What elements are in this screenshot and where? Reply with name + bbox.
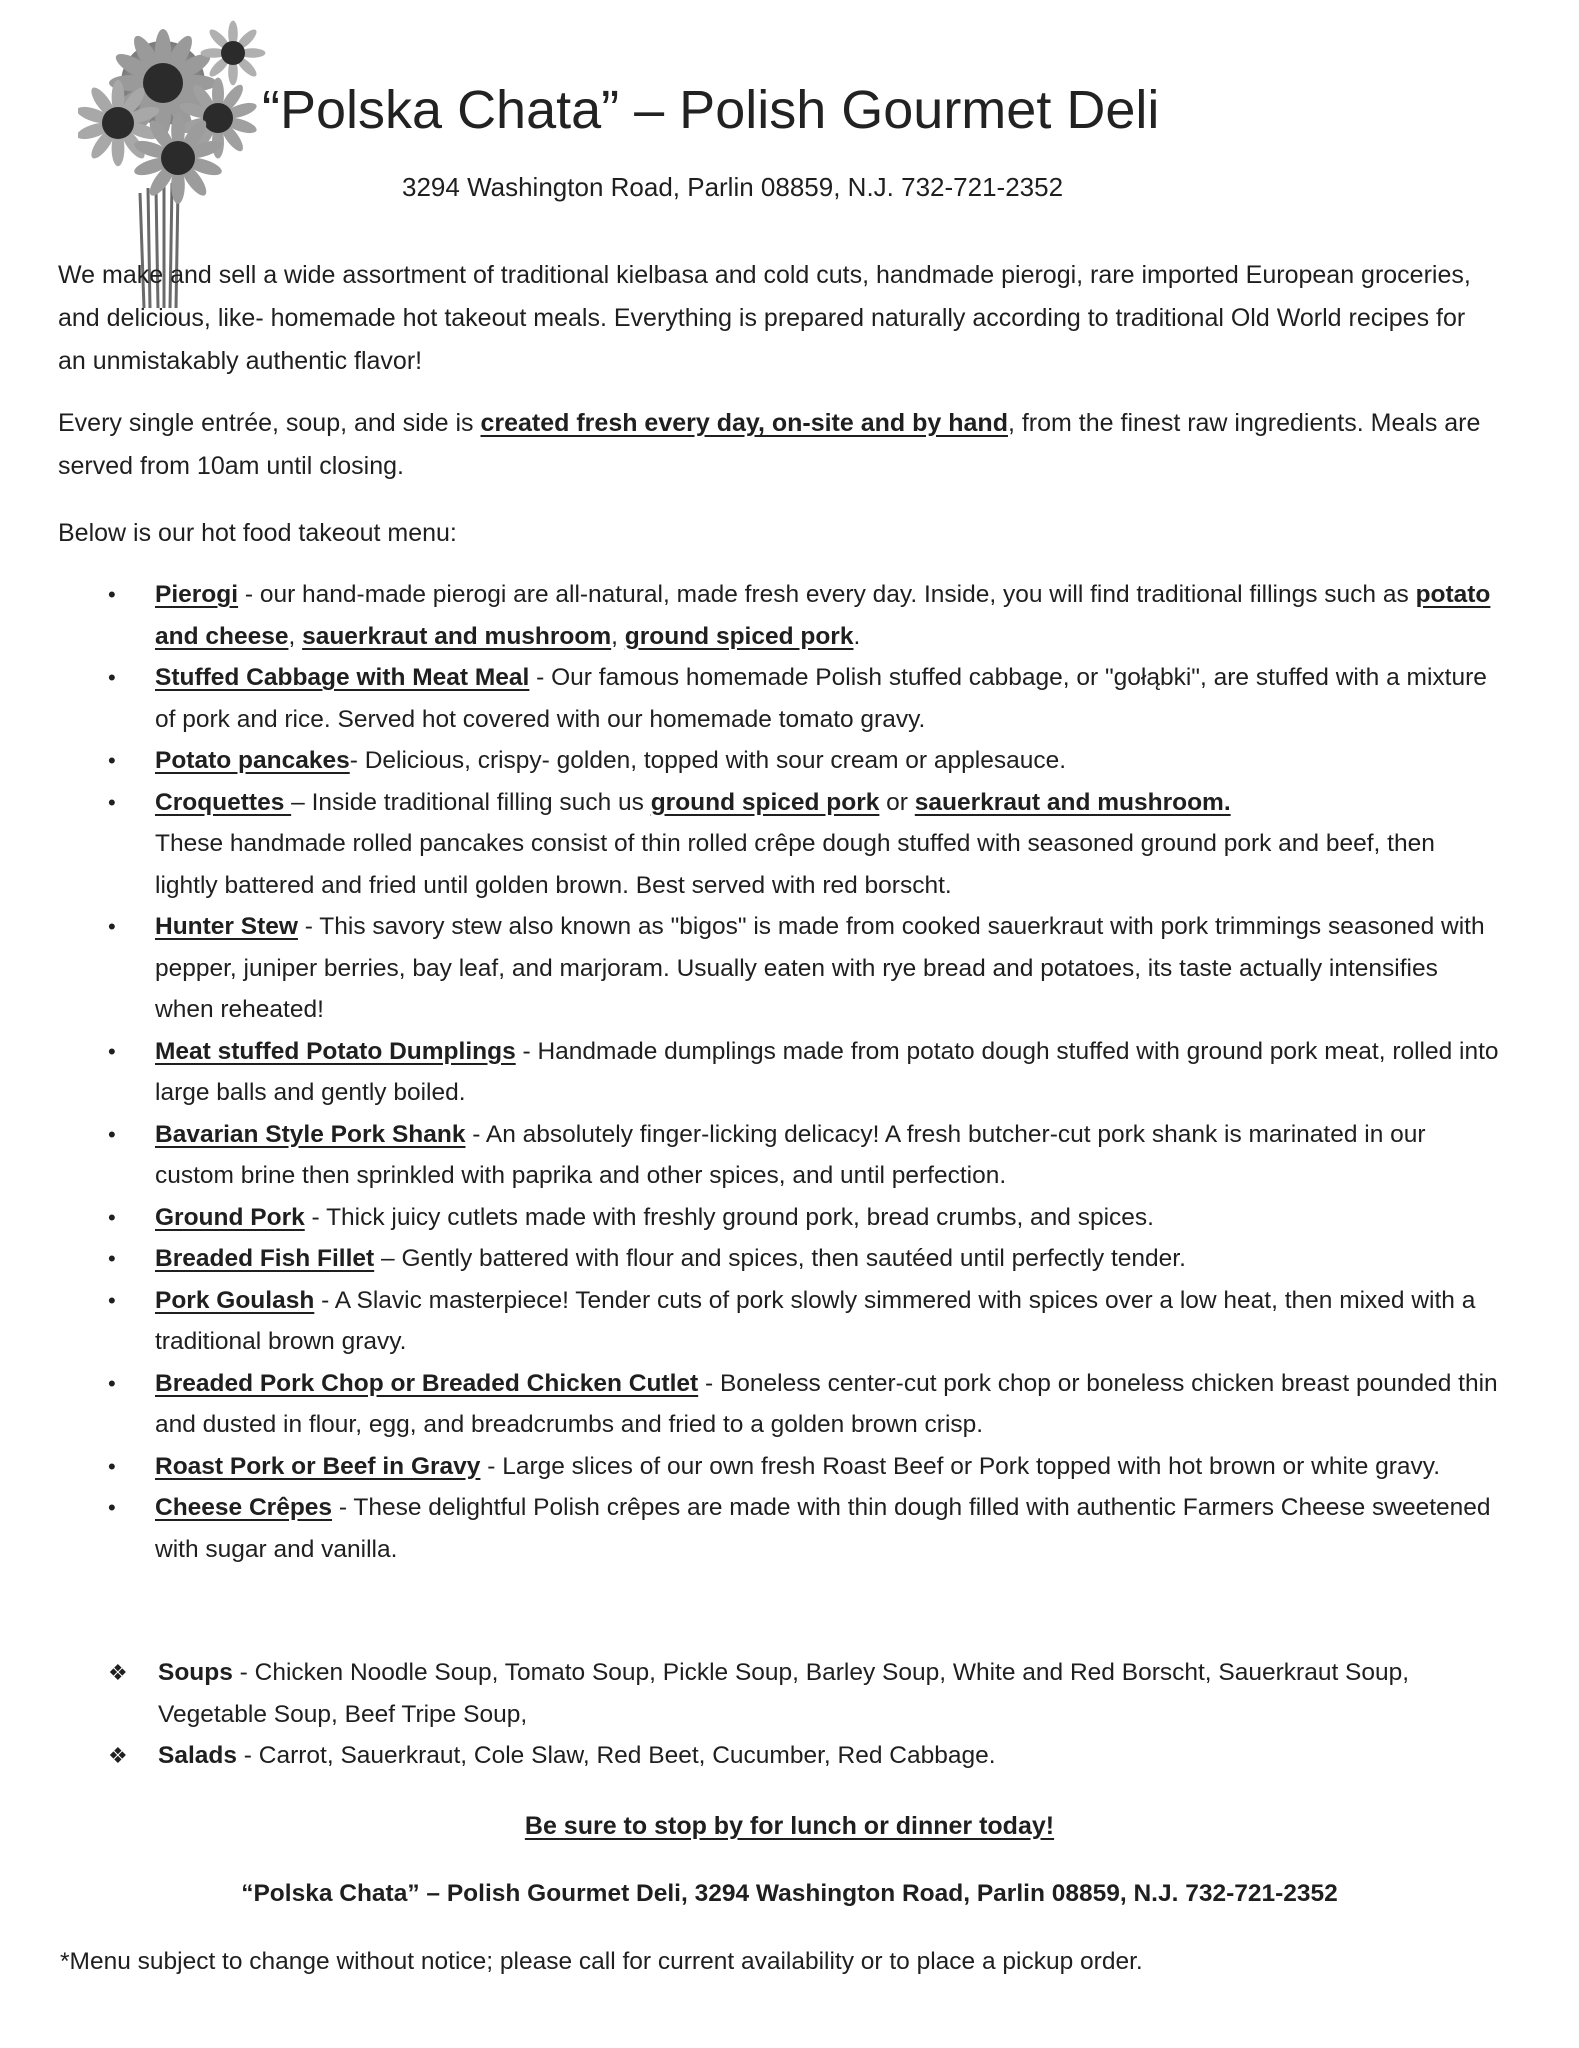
extras-desc: - Chicken Noodle Soup, Tomato Soup, Pickle Soup, Barley Soup, White and Red Borscht, Sauerkraut Soup, Vegetable Soup, Beef Tripe Soup, bbox=[158, 1659, 1410, 1728]
menu-item-desc: This savory stew also known as "bigos" is made from cooked sauerkraut with pork trimmings seasoned with pepper, juniper berries, bay leaf, and marjoram. Usually eaten with rye bread and potatoes, its taste actually intensifies when reheated! bbox=[155, 913, 1485, 1023]
menu-item-name: Pierogi bbox=[155, 581, 239, 608]
menu-item-desc: Gently battered with flour and spices, then sautéed until perfectly tender. bbox=[401, 1245, 1186, 1272]
menu-item-sep: - bbox=[238, 581, 260, 608]
menu-item-pork-shank bbox=[100, 1114, 1500, 1197]
extras-name: Salads bbox=[158, 1742, 237, 1769]
bullet-icon: • bbox=[108, 1246, 116, 1271]
menu-item-desc: Inside traditional filling such us bbox=[311, 788, 651, 816]
menu-item-sep: – bbox=[291, 788, 312, 816]
header-address: 3294 Washington Road, Parlin 08859, N.J. 732-721-2352 bbox=[402, 172, 1064, 202]
footer-contact: “Polska Chata” – Polish Gourmet Deli, 3294 Washington Road, Parlin 08859, N.J. 732-721-2352 bbox=[241, 1880, 1338, 1907]
menu-item-stuffed-cabbage bbox=[100, 657, 1500, 740]
bullet-icon: • bbox=[108, 748, 116, 773]
menu-item-sep: - bbox=[314, 1286, 335, 1314]
menu-item-name: Croquettes bbox=[155, 788, 292, 816]
bullet-icon: • bbox=[108, 582, 116, 607]
page-title: “Polska Chata” – Polish Gourmet Deli bbox=[262, 80, 1160, 140]
menu-item-desc: Large slices of our own fresh Roast Beef or Pork topped with hot brown or white gravy. bbox=[502, 1452, 1441, 1480]
menu-item-name: Hunter Stew bbox=[155, 913, 298, 940]
menu-item-fish-fillet bbox=[100, 1238, 1500, 1280]
comma: , bbox=[611, 622, 625, 650]
bullet-icon: • bbox=[108, 1204, 116, 1230]
menu-intro: Below is our hot food takeout menu: bbox=[58, 519, 457, 547]
menu-item-potato-pancakes bbox=[100, 740, 1500, 782]
menu-item-desc: Our famous homemade Polish stuffed cabbage, or "gołąbki", are stuffed with a mixture of pork and rice. Served hot covered with our homemade tomato gravy. bbox=[155, 664, 1487, 733]
bullet-icon: • bbox=[108, 1495, 116, 1520]
intro-paragraph: We make and sell a wide assortment of traditional kielbasa and cold cuts, handmade pierogi, rare imported European groceries, and delicious, like- homemade hot takeout meals. Everything is prepared naturally according to traditional Old World recipes for an unmistakably authentic flavor! bbox=[58, 261, 1471, 375]
menu-item-sep: - bbox=[465, 1120, 486, 1148]
bullet-icon: • bbox=[108, 1370, 116, 1396]
menu-item-name: Cheese Crêpes bbox=[155, 1494, 333, 1521]
comma: , bbox=[288, 622, 303, 650]
bullet-icon: • bbox=[108, 1038, 116, 1064]
menu-item-hunter-stew bbox=[100, 906, 1500, 1031]
extras-desc: - Carrot, Sauerkraut, Cole Slaw, Red Beet, Cucumber, Red Cabbage. bbox=[237, 1742, 996, 1769]
bullet-icon: • bbox=[108, 1121, 116, 1147]
bullet-icon: • bbox=[108, 665, 116, 690]
filling-potato-cheese: potato and cheese bbox=[155, 581, 1491, 650]
menu-item-croquettes bbox=[100, 782, 1500, 907]
menu-item-desc-more: These handmade rolled pancakes consist of thin rolled crêpe dough stuffed with seasoned ground pork and beef, then lightly battered and fried until golden brown. Best served with red borscht. bbox=[155, 830, 1435, 899]
menu-item-desc: Delicious, crispy- golden, topped with sour cream or applesauce. bbox=[364, 747, 1067, 774]
menu-item-name: Bavarian Style Pork Shank bbox=[155, 1120, 466, 1148]
hot-food-menu-list bbox=[100, 574, 1500, 1570]
fresh-emphasis: created fresh every day, on-site and by hand bbox=[480, 409, 1008, 437]
menu-item-sep: - bbox=[515, 1037, 538, 1065]
extras-soups bbox=[108, 1652, 1508, 1735]
menu-item-name: Ground Pork bbox=[155, 1203, 305, 1231]
menu-item-name: Meat stuffed Potato Dumplings bbox=[155, 1037, 516, 1065]
menu-item-desc: These delightful Polish crêpes are made with thin dough filled with authentic Farmers Cheese sweetened with sugar and vanilla. bbox=[155, 1494, 1491, 1563]
menu-disclaimer: *Menu subject to change without notice; please call for current availability or to place a pickup order. bbox=[60, 1948, 1143, 1975]
menu-item-roast-pork bbox=[100, 1446, 1500, 1488]
filling-sauerkraut-mushroom: sauerkraut and mushroom bbox=[302, 622, 612, 650]
filling-ground-spiced-pork: ground spiced pork bbox=[650, 788, 880, 816]
menu-item-sep: - bbox=[297, 913, 320, 940]
extras-list bbox=[108, 1652, 1508, 1777]
menu-item-pierogi bbox=[100, 574, 1500, 657]
menu-item-sep: - bbox=[332, 1494, 354, 1521]
bullet-icon: • bbox=[108, 1453, 116, 1479]
filling-ground-spiced-pork: ground spiced pork bbox=[624, 622, 854, 650]
menu-item-sep: - bbox=[698, 1369, 720, 1397]
fresh-text-after: , from the finest raw ingredients. Meals are served from 10am until closing. bbox=[58, 409, 1481, 480]
menu-item-desc: Boneless center-cut pork chop or boneless chicken breast pounded thin and dusted in flour, egg, and breadcrumbs and fried to a golden brown crisp. bbox=[155, 1369, 1498, 1438]
menu-item-sep: - bbox=[529, 664, 552, 691]
diamond-bullet-icon: ❖ bbox=[108, 1660, 128, 1685]
menu-item-pork-chop bbox=[100, 1363, 1500, 1446]
menu-item-potato-dumplings bbox=[100, 1031, 1500, 1114]
menu-item-sep: - bbox=[304, 1203, 327, 1231]
menu-item-desc: Handmade dumplings made from potato dough stuffed with ground pork meat, rolled into large balls and gently boiled. bbox=[155, 1037, 1499, 1106]
bullet-icon: • bbox=[108, 914, 116, 939]
menu-item-name: Stuffed Cabbage with Meat Meal bbox=[155, 664, 530, 691]
diamond-bullet-icon: ❖ bbox=[108, 1743, 128, 1768]
filling-sauerkraut-mushroom: sauerkraut and mushroom. bbox=[914, 788, 1231, 816]
call-to-action-text: Be sure to stop by for lunch or dinner today! bbox=[524, 1812, 1055, 1840]
fresh-text-before: Every single entrée, soup, and side is bbox=[58, 409, 481, 437]
extras-salads bbox=[108, 1735, 1508, 1777]
menu-item-desc: our hand-made pierogi are all-natural, made fresh every day. Inside, you will find traditional fillings such as bbox=[259, 581, 1416, 608]
extras-name: Soups bbox=[158, 1659, 233, 1686]
menu-item-sep: - bbox=[349, 747, 365, 774]
menu-item-desc: A Slavic masterpiece! Tender cuts of pork slowly simmered with spices over a low heat, then mixed with a traditional brown gravy. bbox=[155, 1286, 1476, 1355]
menu-item-name: Breaded Pork Chop or Breaded Chicken Cutlet bbox=[155, 1369, 699, 1397]
bullet-icon: • bbox=[108, 1287, 116, 1313]
fresh-paragraph bbox=[58, 402, 1498, 488]
menu-item-sep: - bbox=[480, 1452, 503, 1480]
menu-item-sep: – bbox=[374, 1245, 402, 1272]
connector: or bbox=[879, 788, 915, 816]
menu-item-name: Potato pancakes bbox=[155, 747, 350, 774]
call-to-action bbox=[0, 1808, 1579, 1844]
bullet-icon: • bbox=[108, 789, 116, 815]
menu-item-desc: An absolutely finger-licking delicacy! A fresh butcher-cut pork shank is marinated in our custom brine then sprinkled with paprika and other spices, and until perfection. bbox=[155, 1120, 1426, 1189]
menu-item-cheese-crepes bbox=[100, 1487, 1500, 1570]
menu-item-name: Breaded Fish Fillet bbox=[155, 1245, 375, 1272]
menu-item-ground-pork bbox=[100, 1197, 1500, 1239]
period: . bbox=[853, 622, 861, 650]
menu-item-desc: Thick juicy cutlets made with freshly ground pork, bread crumbs, and spices. bbox=[326, 1203, 1154, 1231]
menu-item-name: Pork Goulash bbox=[155, 1286, 315, 1314]
menu-item-name: Roast Pork or Beef in Gravy bbox=[155, 1452, 481, 1480]
menu-item-pork-goulash bbox=[100, 1280, 1500, 1363]
